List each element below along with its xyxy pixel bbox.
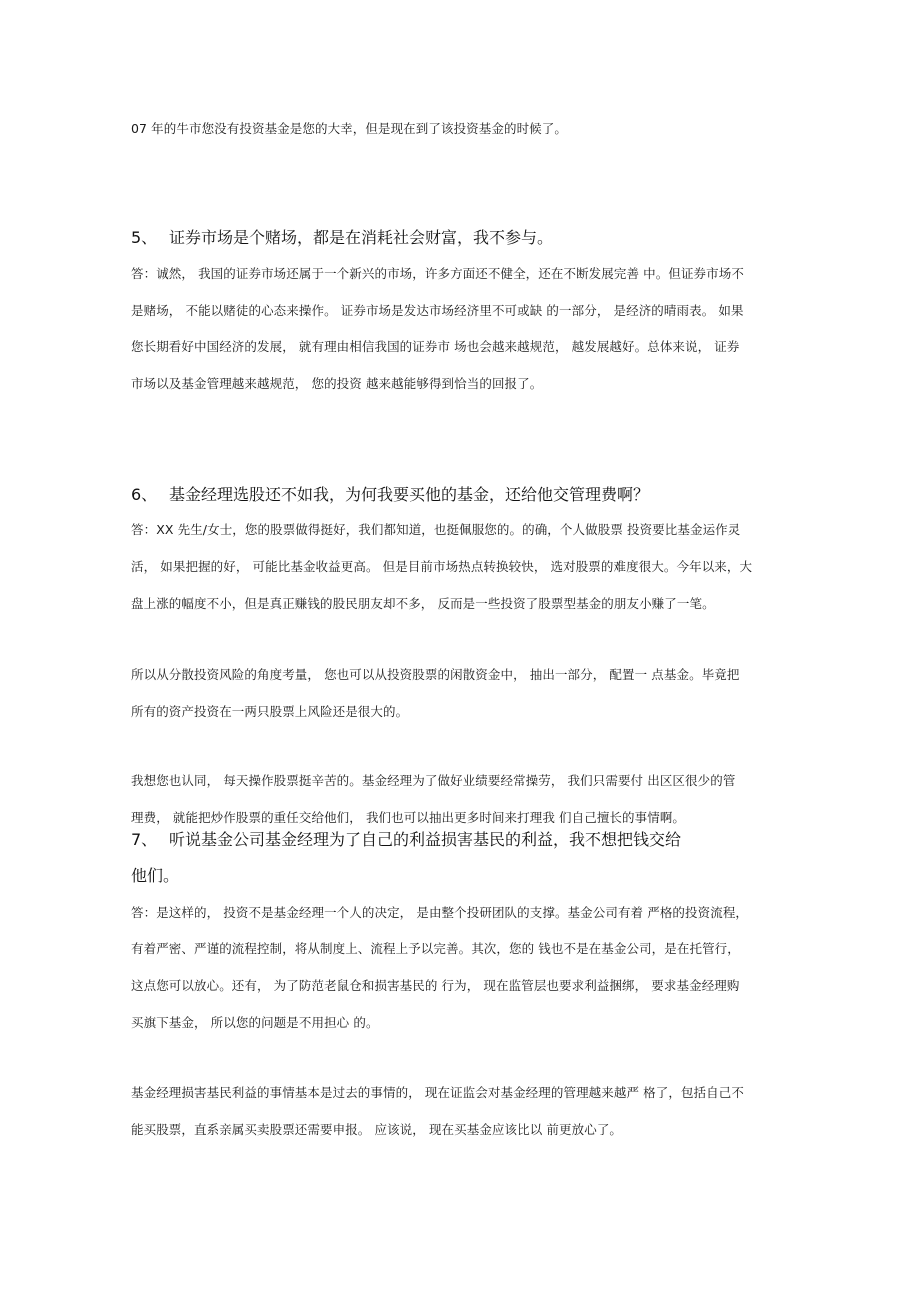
question-7-heading-continued: 他们。 <box>131 866 180 885</box>
question-7-heading <box>131 830 681 850</box>
answer-6-para2-line-2: 所有的资产投资在一两只股票上风险还是很大的。 <box>131 704 409 719</box>
answer-7-line-1: 答：是这样的， 投资不是基金经理一个人的决定， 是由整个投研团队的支撑。基金公司有着 严格的投资流程， <box>131 905 749 920</box>
answer-7-line-4: 买旗下基金， 所以您的问题是不用担心 的。 <box>131 1015 379 1030</box>
answer-5-line-2: 是赌场， 不能以赌徒的心态来操作。 证券市场是发达市场经济里不可或缺 的一部分， 是经济的晴雨表。 如果 <box>131 303 744 318</box>
answer-7-para2-line-1: 基金经理损害基民利益的事情基本是过去的事情的， 现在证监会对基金经理的管理越来越严 格了，包括自己不 <box>131 1085 744 1100</box>
question-number: 5、 <box>131 228 158 247</box>
answer-6-para3-line-1: 我想您也认同， 每天操作股票挺辛苦的。基金经理为了做好业绩要经常操劳， 我们只需要付 出区区很少的管 <box>131 773 736 788</box>
question-6-heading <box>131 485 649 505</box>
question-text: 证券市场是个赌场，都是在消耗社会财富，我不参与。 <box>169 228 554 247</box>
answer-6-para3-line-2: 理费， 就能把炒作股票的重任交给他们， 我们也可以抽出更多时间来打理我 们自己擅长的事情啊。 <box>131 810 686 825</box>
answer-6-para2-line-1: 所以从分散投资风险的角度考量， 您也可以从投资股票的闲散资金中， 抽出一部分， 配置一 点基金。毕竟把 <box>131 667 740 682</box>
intro-text: 07 年的牛市您没有投资基金是您的大幸，但是现在到了该投资基金的时候了。 <box>131 121 567 136</box>
answer-5-line-1: 答：诚然， 我国的证券市场还属于一个新兴的市场，许多方面还不健全，还在不断发展完善 中。但证券市场不 <box>131 266 744 281</box>
question-number: 6、 <box>131 485 158 504</box>
answer-5-line-4: 市场以及基金管理越来越规范， 您的投资 越来越能够得到恰当的回报了。 <box>131 376 543 391</box>
answer-7-line-3: 这点您可以放心。还有， 为了防范老鼠仓和损害基民的 行为， 现在监管层也要求利益捆绑， 要求基金经理购 <box>131 978 740 993</box>
question-number: 7、 <box>131 830 158 849</box>
answer-6-line-1: 答：XX 先生/女士，您的股票做得挺好，我们都知道，也挺佩服您的。的确，个人做股票 投资要比基金运作灵 <box>131 522 741 537</box>
answer-7-line-2: 有着严密、严谨的流程控制，将从制度上、流程上予以完善。其次，您的 钱也不是在基金公司，是在托管行， <box>131 941 740 956</box>
answer-5-line-3: 您长期看好中国经济的发展， 就有理由相信我国的证券市 场也会越来越规范， 越发展越好。总体来说， 证券 <box>131 339 740 354</box>
question-text: 基金经理选股还不如我，为何我要买他的基金，还给他交管理费啊？ <box>169 485 650 504</box>
question-5-heading <box>131 228 553 248</box>
question-text: 听说基金公司基金经理为了自己的利益损害基民的利益，我不想把钱交给 <box>169 830 682 849</box>
answer-7-para2-line-2: 能买股票，直系亲属买卖股票还需要申报。 应该说， 现在买基金应该比以 前更放心了。 <box>131 1122 623 1137</box>
answer-6-line-2: 活， 如果把握的好， 可能比基金收益更高。 但是目前市场热点转换较快， 选对股票的难度很大。今年以来，大 <box>131 559 753 574</box>
answer-6-line-3: 盘上涨的幅度不小，但是真正赚钱的股民朋友却不多， 反而是一些投资了股票型基金的朋友小赚了一笔。 <box>131 596 715 611</box>
